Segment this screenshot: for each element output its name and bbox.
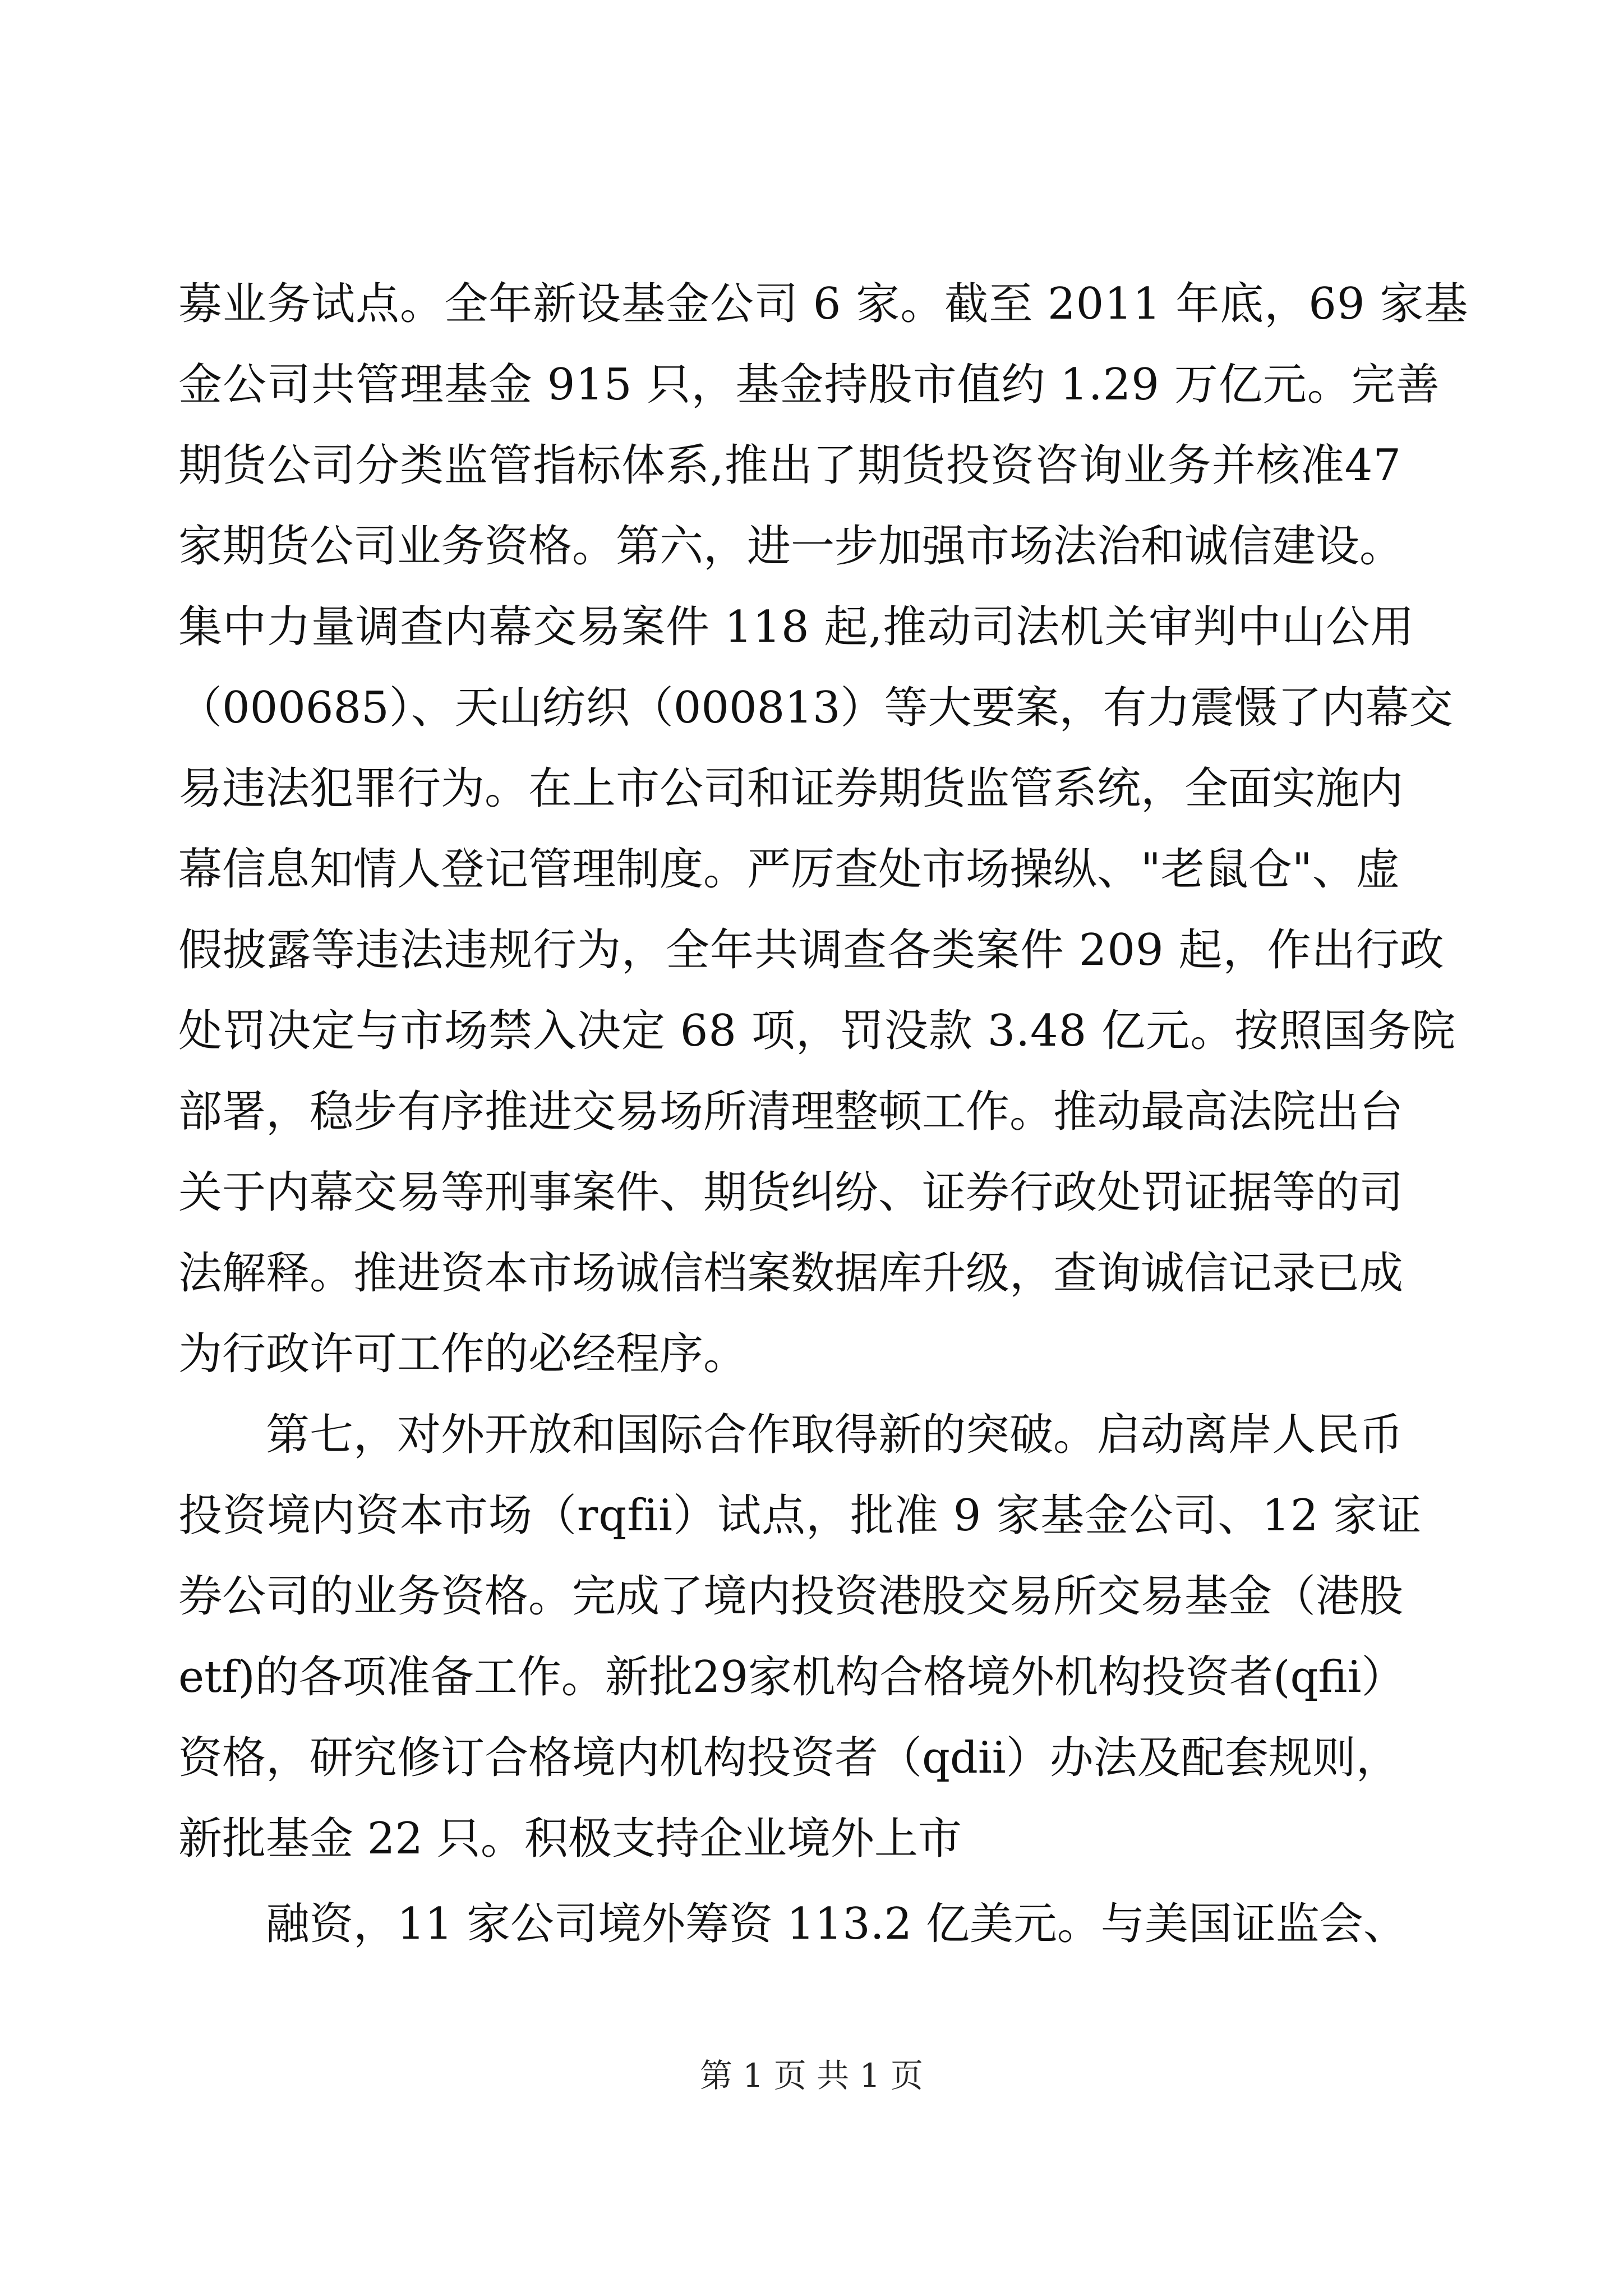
text-line: etf)的各项准备工作。新批29家机构合格境外机构投资者(qfii） bbox=[178, 1652, 1405, 1703]
text-line: 幕信息知情人登记管理制度。严厉查处市场操纵、"老鼠仓"、虚 bbox=[178, 844, 1400, 895]
text-line: 为行政许可工作的必经程序。 bbox=[178, 1329, 748, 1379]
text-line: （000685）、天山纺织（000813）等大要案，有力震慑了内幕交 bbox=[178, 683, 1453, 733]
text-line: 资格，研究修订合格境内机构投资者（qdii）办法及配套规则， bbox=[178, 1733, 1400, 1783]
text-line: 期货公司分类监管指标体系,推出了期货投资咨询业务并核准47 bbox=[178, 440, 1402, 491]
text-line: 处罚决定与市场禁入决定 68 项，罚没款 3.48 亿元。按照国务院 bbox=[178, 1006, 1456, 1056]
text-line: 新批基金 22 只。积极支持企业境外上市 bbox=[178, 1814, 962, 1864]
text-line: 集中力量调查内幕交易案件 118 起,推动司法机关审判中山公用 bbox=[178, 602, 1415, 652]
text-line: 金公司共管理基金 915 只，基金持股市值约 1.29 万亿元。完善 bbox=[178, 360, 1440, 410]
text-line: 易违法犯罪行为。在上市公司和证券期货监管系统，全面实施内 bbox=[178, 763, 1404, 814]
text-line: 法解释。推进资本市场诚信档案数据库升级，查询诚信记录已成 bbox=[178, 1248, 1404, 1299]
text-line: 券公司的业务资格。完成了境内投资港股交易所交易基金（港股 bbox=[178, 1571, 1404, 1622]
page-footer bbox=[0, 2053, 1623, 2098]
text-line: 投资境内资本市场（rqfii）试点，批准 9 家基金公司、12 家证 bbox=[178, 1490, 1422, 1541]
text-line: 家期货公司业务资格。第六，进一步加强市场法治和诚信建设。 bbox=[178, 521, 1404, 572]
page-number-label: 第 1 页 共 1 页 bbox=[700, 2056, 923, 2095]
text-line: 假披露等违法违规行为，全年共调查各类案件 209 起，作出行政 bbox=[178, 925, 1445, 976]
text-line: 部署，稳步有序推进交易场所清理整顿工作。推动最高法院出台 bbox=[178, 1087, 1404, 1137]
text-line: 关于内幕交易等刑事案件、期货纠纷、证券行政处罚证据等的司 bbox=[178, 1167, 1404, 1218]
document-body bbox=[178, 264, 1469, 1964]
text-line: 融资，11 家公司境外筹资 113.2 亿美元。与美国证监会、 bbox=[266, 1899, 1407, 1949]
text-line: 第七，对外开放和国际合作取得新的突破。启动离岸人民币 bbox=[266, 1410, 1404, 1460]
text-line: 募业务试点。全年新设基金公司 6 家。截至 2011 年底，69 家基 bbox=[178, 279, 1469, 329]
